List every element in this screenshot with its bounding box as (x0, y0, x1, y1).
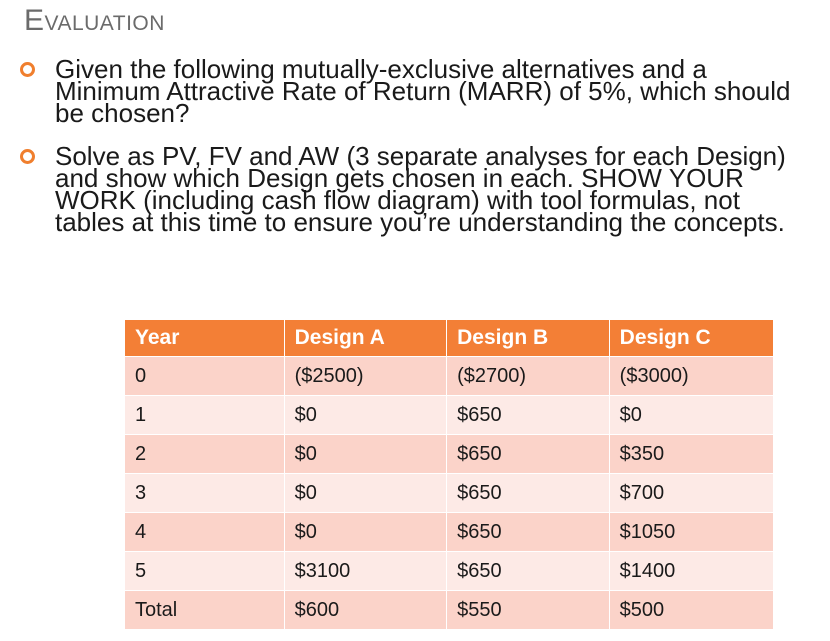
table-cell: 4 (125, 513, 285, 552)
table-row (125, 474, 774, 513)
table-cell: $700 (609, 474, 773, 513)
table-row (125, 513, 774, 552)
table-cell: Total (125, 591, 285, 630)
table-cell: $0 (609, 396, 773, 435)
table-cell: 5 (125, 552, 285, 591)
table-row (125, 396, 774, 435)
table-cell: 1 (125, 396, 285, 435)
column-header-design-c: Design C (609, 320, 773, 357)
column-header-year: Year (125, 320, 285, 357)
circle-bullet-icon (20, 149, 35, 164)
table-cell: $650 (447, 474, 610, 513)
table-cell: $600 (284, 591, 447, 630)
table-cell: $0 (284, 396, 447, 435)
table-cell: $550 (447, 591, 610, 630)
table-cell: $650 (447, 513, 610, 552)
column-header-design-b: Design B (447, 320, 610, 357)
table-cell: ($3000) (609, 357, 773, 396)
table-row-total (125, 591, 774, 630)
slide-title: Evaluation (24, 4, 165, 37)
table-header-row (125, 320, 774, 357)
bullet-item-instructions (20, 141, 810, 237)
bullet-list (20, 54, 810, 254)
table-cell: $0 (284, 435, 447, 474)
table-row (125, 357, 774, 396)
bullet-item-question (20, 54, 810, 128)
table-cell: $500 (609, 591, 773, 630)
cash-flow-table (124, 319, 774, 630)
bullet-text: Given the following mutually-exclusive alternatives and a Minimum Attractive Rate of Return (MARR) of 5%, which should be chosen? (55, 54, 791, 128)
table-cell: $350 (609, 435, 773, 474)
table-cell: $0 (284, 474, 447, 513)
column-header-design-a: Design A (284, 320, 447, 357)
bullet-text: Solve as PV, FV and AW (3 separate analyses for each Design) and show which Design gets chosen in each. SHOW YOUR WORK (including cash flow diagram) with tool formulas, not tables at this time to ensure you’re understanding the concepts. (55, 141, 786, 237)
table-cell: $1050 (609, 513, 773, 552)
table-cell: $650 (447, 396, 610, 435)
table-cell: 0 (125, 357, 285, 396)
table-row (125, 435, 774, 474)
circle-bullet-icon (20, 62, 35, 77)
table-cell: $3100 (284, 552, 447, 591)
table-cell: 3 (125, 474, 285, 513)
table-row (125, 552, 774, 591)
table-cell: ($2700) (447, 357, 610, 396)
table-cell: $650 (447, 552, 610, 591)
table-cell: $0 (284, 513, 447, 552)
table-cell: $1400 (609, 552, 773, 591)
table-cell: 2 (125, 435, 285, 474)
table-cell: ($2500) (284, 357, 447, 396)
table-cell: $650 (447, 435, 610, 474)
